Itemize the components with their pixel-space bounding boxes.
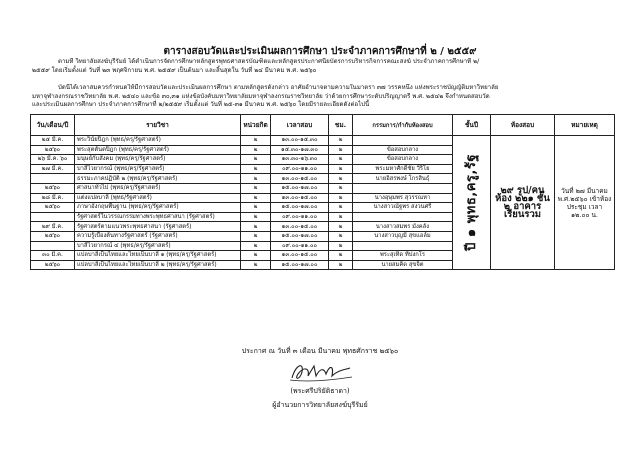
date-cell: ๒๕๖๐ bbox=[31, 145, 75, 155]
hours-cell: ๒ bbox=[329, 251, 353, 261]
time-cell: ๑๕.๓๐-๑๗.๓๐ bbox=[271, 145, 329, 155]
time-cell: ๑๓.๐๐-๑๕.๐๐ bbox=[271, 251, 329, 261]
date-cell: ๒๕๖๐ bbox=[31, 231, 75, 241]
time-cell: ๑๕.๐๐-๑๗.๐๐ bbox=[271, 231, 329, 241]
date-cell bbox=[31, 241, 75, 251]
intro-line: ตามที่ วิทยาลัยสงฆ์บุรีรัมย์ ได้ดำเนินการจัดการศึกษาหลักสูตรพุทธศาสตรบัณฑิตและหลักสูตรประกาศนียบัตรการบริหารกิจการคณะสงฆ์ ประจำภาคการศึกษาที่ ๒/ bbox=[58, 58, 480, 65]
proctor-cell bbox=[353, 136, 453, 146]
time-cell: ๑๓.๐๐-๑๕.๐๐ bbox=[271, 174, 329, 184]
header-room: ห้องสอบ bbox=[491, 115, 555, 136]
credits-cell: ๒ bbox=[241, 251, 271, 261]
subject-cell: แปลบาลีเป็นไทยและไทยเป็นบาลี ๑ (พุทธ/ครุ/รัฐศาสตร์) bbox=[75, 251, 241, 261]
credits-cell: ๒ bbox=[241, 260, 271, 270]
credits-cell: ๒ bbox=[241, 193, 271, 203]
proctor-cell: นายสมคิด สุขจิต bbox=[353, 260, 453, 270]
time-cell: ๑๕.๐๐-๑๗.๐๐ bbox=[271, 183, 329, 193]
subject-cell: แต่งแปลบาลี (พุทธ/รัฐศาสตร์) bbox=[75, 193, 241, 203]
credits-cell: ๒ bbox=[241, 203, 271, 213]
date-cell: ๒๕๖๐ bbox=[31, 260, 75, 270]
subject-cell: รัฐศาสตร์ตามแนวพระพุทธศาสนา (รัฐศาสตร์) bbox=[75, 222, 241, 232]
subject-cell: พระวินัยปิฎก (พุทธ/ครุ/รัฐศาสตร์) bbox=[75, 136, 241, 146]
intro-paragraph bbox=[32, 58, 612, 75]
proctor-cell: นางอุษุมพร สุวรรณหา bbox=[353, 193, 453, 203]
hours-cell: ๒ bbox=[329, 222, 353, 232]
time-cell: ๐๙.๐๐-๑๑.๐๐ bbox=[271, 212, 329, 222]
header-hours: ชม. bbox=[329, 115, 353, 136]
credits-cell: ๒ bbox=[241, 164, 271, 174]
subject-cell: ความรู้เบื้องต้นทางรัฐศาสตร์ (รัฐศาสตร์) bbox=[75, 231, 241, 241]
date-cell: ๒๗ มี.ค. bbox=[31, 164, 75, 174]
date-cell: ๒๙ มี.ค. bbox=[31, 222, 75, 232]
proctor-cell: พระมหาศักดิ์ชัย วีริโย bbox=[353, 164, 453, 174]
time-cell: ๑๕.๐๐-๑๗.๐๐ bbox=[271, 203, 329, 213]
subject-cell: แปลบาลีเป็นไทยและไทยเป็นบาลี ๒ (พุทธ/ครุ/รัฐศาสตร์) bbox=[75, 260, 241, 270]
credits-cell: ๒ bbox=[241, 155, 271, 165]
time-cell: ๐๙.๐๐-๑๑.๐๐ bbox=[271, 241, 329, 251]
proctor-cell: นางสาวสมพร มังคลัง bbox=[353, 222, 453, 232]
note-cell: วันที่ ๒๗ มีนาคม พ.ศ.๒๕๖๐ เข้าห้องประชุม เวลา ๑๒.๐๐ น. bbox=[555, 136, 615, 270]
credits-cell: ๒ bbox=[241, 241, 271, 251]
credits-cell: ๒ bbox=[241, 145, 271, 155]
header-time: เวลาสอบ bbox=[271, 115, 329, 136]
authority-line: มหาจุฬาลงกรณราชวิทยาลัย พ.ศ. ๒๕๔๐ และข้อ ๓๐,๓๑ แห่งข้อบังคับมหาวิทยาลัยมหาจุฬาลงกรณราชวิทยาลัย ว่าด้วยการศึกษาระดับปริญญาตรี พ.ศ. ๒๕๔๒ จึงกำหนดสอบวัด bbox=[32, 92, 490, 100]
hours-cell: ๒ bbox=[329, 241, 353, 251]
time-cell: ๑๓.๓๐-๑๖.๓๐ bbox=[271, 155, 329, 165]
date-cell bbox=[31, 174, 75, 184]
room-cell: ๒๙ รูป/คน ห้อง ๒๒๑ ชั้น ๒ อาคาร เรียนรวม bbox=[491, 136, 555, 270]
credits-cell: ๒ bbox=[241, 174, 271, 184]
table-row bbox=[31, 136, 615, 146]
hours-cell: ๒ bbox=[329, 193, 353, 203]
header-credits: หน่วยกิต bbox=[241, 115, 271, 136]
date-cell: ๒๕๖๐ bbox=[31, 203, 75, 213]
exam-schedule-table bbox=[30, 114, 615, 270]
credits-cell: ๒ bbox=[241, 212, 271, 222]
time-cell: ๑๕.๐๐-๑๗.๐๐ bbox=[271, 260, 329, 270]
time-cell: ๑๓.๐๐-๑๕.๐๐ bbox=[271, 222, 329, 232]
subject-cell: ภาษาอังกฤษพื้นฐาน (พุทธ/ครุ/รัฐศาสตร์) bbox=[75, 203, 241, 213]
hours-cell: ๒ bbox=[329, 260, 353, 270]
hours-cell: ๒ bbox=[329, 136, 353, 146]
subject-cell: บาลีไวยากรณ์ ๔ (พุทธ/ครุ/รัฐศาสตร์) bbox=[75, 241, 241, 251]
time-cell: ๑๓.๐๐-๑๕.๓๐ bbox=[271, 136, 329, 146]
proctor-cell: นายอิสรพงษ์ โกรสินธุ์ bbox=[353, 174, 453, 184]
date-cell: ๒๖ มี.ค. ๖๐ bbox=[31, 155, 75, 165]
hours-cell: ๒ bbox=[329, 231, 353, 241]
date-cell: ๒๘ มี.ค. bbox=[31, 193, 75, 203]
header-date: วัน/เดือน/ปี bbox=[31, 115, 75, 136]
credits-cell: ๒ bbox=[241, 222, 271, 232]
subject-cell: รัฐศาสตร์ในวรรณกรรมทางพระพุทธศาสนา (รัฐศาสตร์) bbox=[75, 212, 241, 222]
date-cell: ๒๕๖๐ bbox=[31, 183, 75, 193]
authority-line: บัดนี้ได้เวลาสมควรกำหนดให้มีการสอบวัดและประเมินผลการศึกษา ตามหลักสูตรดังกล่าว อาศัยอำนาจตามความในมาตรา ๓๗ วรรคหนึ่ง แห่งพระราชบัญญัติมหาวิทยาลัย bbox=[58, 84, 499, 91]
hours-cell: ๒ bbox=[329, 155, 353, 165]
announcement-date: ประกาศ ณ วันที่ ๓ เดือน มีนาคม พุทธศักราช ๒๕๖๐ bbox=[241, 347, 399, 355]
document-title: ตารางสอบวัดและประเมินผลการศึกษา ประจำภาคการศึกษาที่ ๒ / ๒๕๕๙ bbox=[163, 46, 477, 57]
subject-cell: ศาสนาทั่วไป (พุทธ/ครุ/รัฐศาสตร์) bbox=[75, 183, 241, 193]
table-header-row bbox=[31, 115, 615, 136]
time-cell: ๑๓.๐๐-๑๕.๐๐ bbox=[271, 193, 329, 203]
credits-cell: ๒ bbox=[241, 183, 271, 193]
credits-cell: ๒ bbox=[241, 136, 271, 146]
authority-line: และประเมินผลการศึกษา ประจำภาคการศึกษาที่ ๒/๒๕๕๙ เริ่มตั้งแต่ วันที่ ๒๕-๓๑ มีนาคม พ.ศ. ๒๕๖๐ โดยมีรายละเอียดดังต่อไปนี้ bbox=[32, 101, 370, 109]
date-cell bbox=[31, 212, 75, 222]
hours-cell: ๒ bbox=[329, 212, 353, 222]
proctor-cell bbox=[353, 212, 453, 222]
header-year: ชั้นปี bbox=[453, 115, 491, 136]
proctor-cell: นางสาวบุญมี สุขแอล์ม bbox=[353, 231, 453, 241]
time-cell: ๐๙.๐๐-๑๑.๐๐ bbox=[271, 164, 329, 174]
authority-paragraph bbox=[32, 84, 612, 110]
intro-line: ๒๕๕๙ โดยเริ่มตั้งแต่ วันที่ ๒๓ พฤศจิกายน พ.ศ. ๒๕๕๙ เป็นต้นมา และสิ้นสุดใน วันที่ ๒๔ มีนาคม พ.ศ. ๒๕๖๐ bbox=[32, 66, 317, 74]
proctor-cell: นางสาวณัฐพร สงวนศรี bbox=[353, 203, 453, 213]
hours-cell: ๒ bbox=[329, 203, 353, 213]
proctor-cell: พระสุเทิด ทีปงกโร bbox=[353, 251, 453, 261]
proctor-cell: ข้อสอบกลาง bbox=[353, 155, 453, 165]
proctor-cell bbox=[353, 241, 453, 251]
proctor-cell: ข้อสอบกลาง bbox=[353, 145, 453, 155]
proctor-cell bbox=[353, 183, 453, 193]
header-subject: รายวิชา bbox=[75, 115, 241, 136]
hours-cell: ๒ bbox=[329, 145, 353, 155]
header-note: หมายเหตุ bbox=[555, 115, 615, 136]
signature-image bbox=[286, 358, 356, 386]
header-proctor: กรรมการ/กำกับห้องสอบ bbox=[353, 115, 453, 136]
date-cell: ๓๐ มี.ค. bbox=[31, 251, 75, 261]
year-cell bbox=[453, 136, 491, 270]
hours-cell: ๒ bbox=[329, 174, 353, 184]
year-text: ปี ๑ พุทธ,ครู,รัฐ bbox=[463, 154, 479, 252]
signer-name: (พระศรีปริยัติธาดา) bbox=[290, 387, 350, 395]
subject-cell: มนุษย์กับสังคม (พุทธ/ครุ/รัฐศาสตร์) bbox=[75, 155, 241, 165]
hours-cell: ๒ bbox=[329, 164, 353, 174]
subject-cell: บาลีไวยากรณ์ (พุทธ/ครุ/รัฐศาสตร์) bbox=[75, 164, 241, 174]
signer-position: ผู้อำนวยการวิทยาลัยสงฆ์บุรีรัมย์ bbox=[272, 401, 368, 409]
subject-cell: พระสุตตันตปิฎก (พุทธ/ครุ/รัฐศาสตร์) bbox=[75, 145, 241, 155]
credits-cell: ๒ bbox=[241, 231, 271, 241]
date-cell: ๒๕ มี.ค. bbox=[31, 136, 75, 146]
subject-cell: ธรรมะภาคปฏิบัติ ๒ (พุทธ/ครุ/รัฐศาสตร์) bbox=[75, 174, 241, 184]
hours-cell: ๒ bbox=[329, 183, 353, 193]
